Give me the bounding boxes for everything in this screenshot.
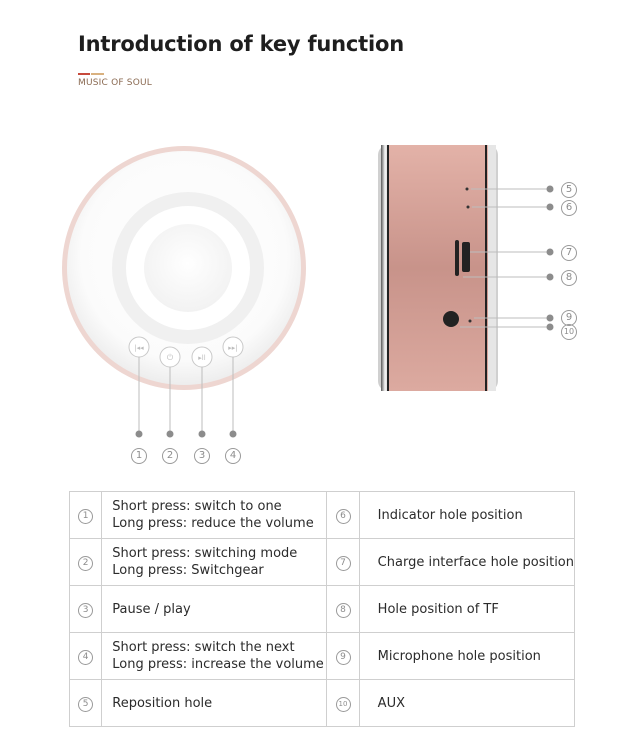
side-marker-9: 9 [561,310,577,326]
row-number-badge: 8 [336,603,351,618]
table-cell-num [327,633,359,680]
table-row [70,680,575,727]
table-cell-desc: Charge interface hole position [359,539,574,586]
side-leader-dots [547,186,554,331]
side-marker-8: 8 [561,270,577,286]
side-marker-6: 6 [561,200,577,216]
table-cell-desc: Hole position of TF [359,586,574,633]
front-marker-4: 4 [225,448,241,464]
table-row [70,492,575,539]
table-cell-desc [102,586,327,633]
side-marker-10: 10 [561,324,577,340]
brand-subtitle: MUSIC OF SOUL [78,78,152,88]
table-cell-num [327,680,359,727]
function-line: Long press: reduce the volume [112,516,314,531]
table-row [70,586,575,633]
row-number-badge: 10 [336,697,351,712]
row-number-badge: 1 [78,509,93,524]
table-cell-num [70,586,102,633]
table-cell-num [70,492,102,539]
indicator-hole [467,206,470,209]
play-next-button[interactable] [223,337,243,357]
svg-text:|◂◂: |◂◂ [134,344,144,352]
row-number-badge: 7 [336,556,351,571]
row-number-badge: 9 [336,650,351,665]
charge-port [462,242,470,272]
table-row [70,539,575,586]
table-cell-desc [102,633,327,680]
side-marker-5: 5 [561,182,577,198]
tf-slot [455,240,459,276]
pause-play-button[interactable] [192,347,212,367]
speaker-center-disc [144,224,232,312]
svg-text:▸ll: ▸ll [198,354,206,362]
row-number-badge: 5 [78,697,93,712]
power-mode-button[interactable] [160,347,180,367]
function-line: Long press: increase the volume [112,657,324,672]
table-cell-num [70,633,102,680]
table-cell-num [70,680,102,727]
table-cell-desc: Microphone hole position [359,633,574,680]
table-cell-num [327,492,359,539]
svg-text:⏻: ⏻ [166,353,174,362]
table-row [70,633,575,680]
microphone-hole [469,320,472,323]
function-line: Short press: switch the next [112,640,295,655]
function-line: Long press: Switchgear [112,563,264,578]
table-cell-num [327,539,359,586]
side-marker-7: 7 [561,245,577,261]
function-line: Reposition hole [112,695,213,711]
table-cell-desc [102,680,327,727]
table-cell-desc [102,492,327,539]
aux-port [443,311,459,327]
row-number-badge: 3 [78,603,93,618]
row-number-badge: 4 [78,650,93,665]
table-cell-desc: Indicator hole position [359,492,574,539]
row-number-badge: 2 [78,556,93,571]
side-body [388,145,488,391]
function-line: Pause / play [112,601,191,617]
play-prev-button[interactable] [129,337,149,357]
speaker-front-view [62,146,306,438]
svg-text:▸▸|: ▸▸| [228,344,238,352]
side-rim-right [488,145,496,391]
key-function-table [69,491,575,727]
front-marker-1: 1 [131,448,147,464]
speaker-side-view [378,145,554,391]
function-line: Short press: switching mode [112,546,298,561]
table-cell-num [327,586,359,633]
function-line: Short press: switch to one [112,499,282,514]
reposition-hole [466,188,469,191]
table-cell-num [70,539,102,586]
table-cell-desc [102,539,327,586]
table-cell-desc: AUX [359,680,574,727]
page-title: Introduction of key function [78,32,404,56]
front-marker-3: 3 [194,448,210,464]
front-marker-2: 2 [162,448,178,464]
front-leader-dots [136,431,237,438]
row-number-badge: 6 [336,509,351,524]
